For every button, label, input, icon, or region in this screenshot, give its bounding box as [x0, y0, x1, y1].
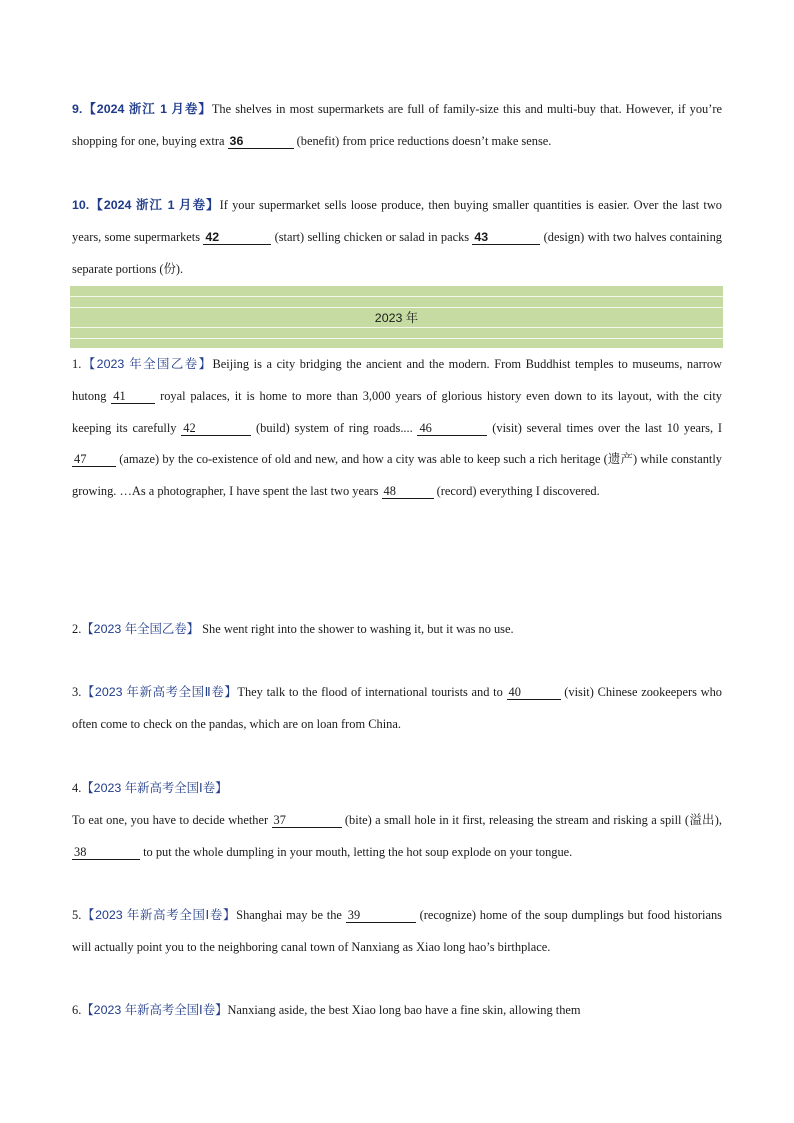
question-source: 【2023 年新高考全国Ⅱ卷】	[81, 685, 238, 699]
answer-blank[interactable]: 46	[417, 421, 487, 436]
question-number: 4.	[72, 781, 82, 795]
question-text: (design) with two halves containing separate portions (份).	[72, 229, 722, 276]
answer-blank[interactable]: 38	[72, 845, 140, 860]
question-text: to put the whole dumpling in your mouth, letting the hot soup explode on your tongue.	[140, 844, 573, 859]
question-2023-5	[72, 900, 722, 964]
answer-blank[interactable]: 39	[346, 908, 416, 923]
question-text: She went right into the shower to washing it, but it was no use.	[199, 622, 514, 636]
question-text: (visit) Chinese zookeepers who often come to check on the pandas, which are on loan from China.	[72, 685, 722, 731]
answer-blank[interactable]: 47	[72, 452, 116, 467]
question-text: They talk to the flood of international tourists and to	[237, 685, 507, 699]
band-rule	[70, 327, 723, 328]
question-text: (visit) several times over the last 10 years, I	[487, 420, 722, 435]
question-9	[72, 94, 722, 158]
question-number: 9.	[72, 102, 83, 116]
question-text: royal palaces, it is home to more than 3,000 years of glorious history even down to its layout, with the city keeping its carefully	[72, 388, 722, 435]
question-source: 【2024 浙江 1 月卷】	[89, 198, 220, 212]
question-source: 【2024 浙江 1 月卷】	[82, 102, 212, 116]
answer-blank[interactable]: 43	[472, 230, 540, 245]
answer-blank[interactable]: 41	[111, 389, 155, 404]
question-10	[72, 190, 722, 285]
question-2023-3	[72, 677, 722, 741]
question-number: 5.	[72, 908, 82, 922]
band-rule	[70, 338, 723, 339]
question-number: 6.	[72, 1003, 82, 1017]
question-text: Nanxiang aside, the best Xiao long bao have a fine skin, allowing them	[227, 1003, 581, 1017]
answer-blank[interactable]: 42	[203, 230, 271, 245]
question-text: (start) selling chicken or salad in packs	[271, 229, 473, 244]
question-text: (recognize) home of the soup dumplings but food historians will actually point you to the neighboring canal town of Nanxiang as Xiao long hao’s birthplace.	[72, 908, 722, 954]
question-text: (bite) a small hole in it first, releasing the stream and risking a spill (溢出),	[341, 812, 722, 827]
question-text: (benefit) from price reductions doesn’t make sense.	[293, 133, 552, 148]
question-text: If your supermarket sells loose produce, then buying smaller quantities is easier. Over the last two years, some supermarkets	[72, 198, 722, 244]
answer-blank[interactable]: 42	[181, 421, 251, 436]
question-2023-6	[72, 995, 722, 1027]
question-2023-1	[72, 349, 722, 508]
question-text: (build) system of ring roads....	[251, 420, 418, 435]
question-text: The shelves in most supermarkets are full of family-size this and multi-buy that. However, if you’re shopping for one, buying extra	[72, 102, 722, 148]
answer-blank[interactable]: 40	[507, 685, 561, 700]
question-number: 3.	[72, 685, 82, 699]
question-2023-4	[72, 773, 722, 868]
section-title: 2023 年	[374, 311, 419, 325]
question-text: (amaze) by the co-existence of old and new, and how a city was able to keep such a rich heritage (遗产) while constantly growing. …As a photographer, I have spent the last two years	[72, 452, 722, 499]
question-number: 2.	[72, 622, 82, 636]
answer-blank[interactable]: 36	[228, 134, 294, 149]
question-number: 10.	[72, 198, 90, 212]
question-text: To eat one, you have to decide whether	[72, 812, 272, 827]
question-source: 【2023 年全国乙卷】	[81, 357, 213, 371]
question-source: 【2023 年全国乙卷】	[81, 622, 200, 636]
question-text: Shanghai may be the	[236, 908, 346, 922]
question-header	[72, 773, 722, 805]
answer-blank[interactable]: 37	[272, 813, 342, 828]
question-text: (record) everything I discovered.	[433, 484, 600, 499]
answer-blank[interactable]: 48	[382, 484, 434, 499]
year-section-header	[70, 286, 723, 348]
question-source: 【2023 年新高考全国Ⅰ卷】	[81, 1003, 228, 1017]
question-2023-2	[72, 614, 722, 646]
question-source: 【2023 年新高考全国Ⅰ卷】	[81, 781, 228, 795]
question-text: Beijing is a city bridging the ancient and the modern. From Buddhist temples to museums, narrow hutong	[72, 357, 722, 403]
band-rule	[70, 296, 723, 297]
question-source: 【2023 年新高考全国Ⅰ卷】	[81, 908, 237, 922]
question-number: 1.	[72, 357, 82, 371]
